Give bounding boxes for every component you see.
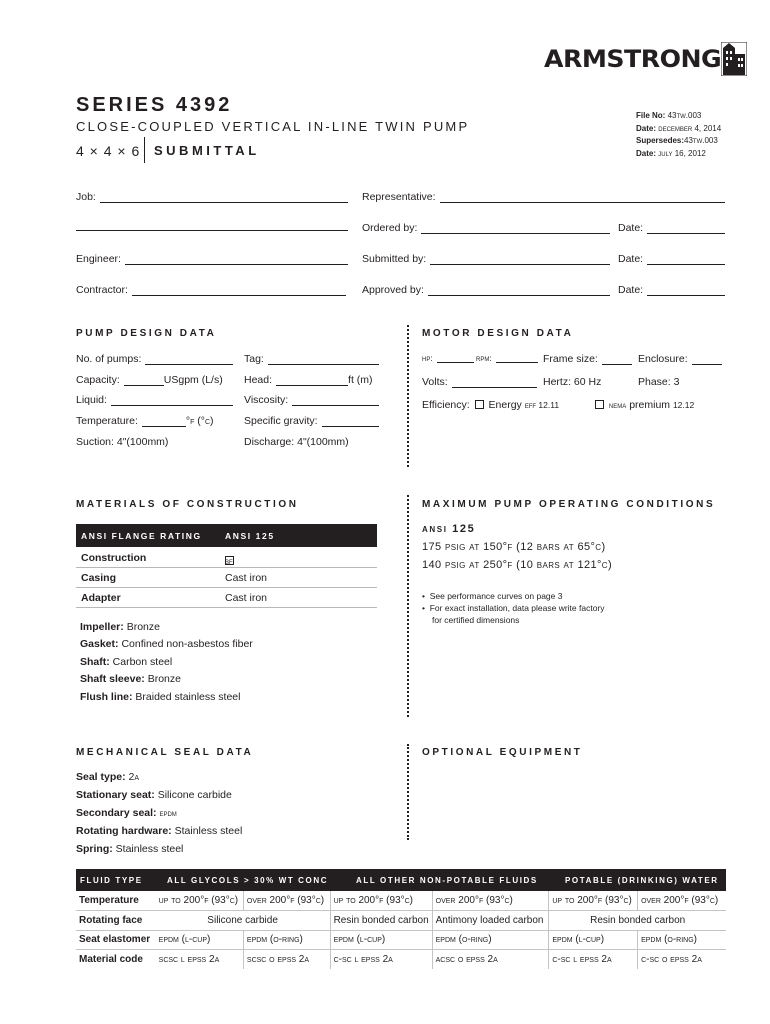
approved-date-field[interactable]: Date:	[618, 284, 725, 296]
armstrong-logo	[544, 42, 747, 76]
brand-name: ARMSTRONG	[544, 45, 722, 73]
pump-dimension: 4 × 4 × 6	[76, 143, 141, 159]
gasket-item: Gasket: Confined non-asbestos fiber	[80, 638, 253, 650]
ansi-rating: ansi 125	[422, 523, 476, 535]
note-item: • See performance curves on page 3	[422, 591, 563, 601]
representative-field[interactable]: Representative:	[362, 191, 725, 203]
nema-checkbox[interactable]	[595, 400, 604, 409]
spring-item: Spring: Stainless steel	[76, 843, 184, 855]
column-divider	[407, 744, 409, 840]
suction-size: Suction: 4"(100mm)	[76, 436, 169, 448]
pump-design-heading: PUMP DESIGN DATA	[76, 328, 217, 339]
secondary-seal-item: Secondary seal: epdm	[76, 807, 177, 819]
contractor-field[interactable]: Contractor:	[76, 284, 346, 296]
viscosity-field[interactable]: Viscosity:	[244, 394, 379, 406]
rotating-hardware-item: Rotating hardware: Stainless steel	[76, 825, 243, 837]
ordered-date-field[interactable]: Date:	[618, 222, 725, 234]
pressure-250: 140 psig at 250°f (10 bars at 121°c)	[422, 559, 613, 571]
motor-design-heading: MOTOR DESIGN DATA	[422, 328, 574, 339]
efficiency-label: Efficiency:	[422, 399, 470, 411]
table-row: Seat elastomer epdm (l-cup) epdm (o-ring) epdm (l-cup) epdm (o-ring) epdm (l-cup) epdm (o-ring)	[76, 930, 726, 950]
supersedes-date: Date: july 16, 2012	[636, 148, 706, 158]
materials-heading: MATERIALS OF CONSTRUCTION	[76, 499, 299, 510]
fluid-table	[76, 891, 726, 969]
efficiency-row: Efficiency: Energy eff 12.11	[422, 399, 560, 411]
seal-type-item: Seal type: 2a	[76, 771, 140, 783]
max-conditions-heading: MAXIMUM PUMP OPERATING CONDITIONS	[422, 499, 716, 510]
impeller-item: Impeller: Bronze	[80, 621, 160, 633]
capacity-field[interactable]: Capacity: USgpm (L/s)	[76, 374, 223, 386]
table-row: Rotating face Silicone carbide Resin bonded carbon Antimony loaded carbon Resin bonded carbon	[76, 911, 726, 931]
pressure-150: 175 psig at 150°f (12 bars at 65°c)	[422, 541, 606, 553]
page-title: SERIES 4392	[76, 94, 233, 116]
adapter-row: Adapter Cast iron	[76, 588, 377, 608]
note-item: • For exact installation, data please write factory	[422, 603, 605, 613]
hertz-value: Hertz: 60 Hz	[543, 376, 602, 388]
approved-by-field[interactable]: Approved by:	[362, 284, 610, 296]
submitted-date-field[interactable]: Date:	[618, 253, 725, 265]
temperature-field[interactable]: Temperature: °f (°c)	[76, 415, 214, 427]
rpm-field[interactable]: rpm:	[476, 353, 538, 363]
flange-rating-header: ANSI FLANGE RATING ANSI 125	[76, 524, 377, 547]
liquid-field[interactable]: Liquid:	[76, 394, 233, 406]
table-row: Material code scsc l epss 2a scsc o epss 2a c-sc l epss 2a acsc o epss 2a c-sc l epss 2a c-sc o epss 2a	[76, 950, 726, 970]
doc-type: SUBMITTAL	[154, 143, 260, 158]
mech-seal-heading: MECHANICAL SEAL DATA	[76, 747, 254, 758]
shaft-sleeve-item: Shaft sleeve: Bronze	[80, 673, 181, 685]
specific-gravity-field[interactable]: Specific gravity:	[244, 415, 379, 427]
ordered-by-field[interactable]: Ordered by:	[362, 222, 610, 234]
title-divider	[144, 137, 145, 163]
flush-line-item: Flush line: Braided stainless steel	[80, 691, 241, 703]
page-subtitle: CLOSE-COUPLED VERTICAL IN-LINE TWIN PUMP	[76, 119, 470, 134]
frame-size-field[interactable]: Frame size:	[543, 353, 632, 365]
blank-field[interactable]	[76, 222, 348, 231]
job-field[interactable]: Job:	[76, 191, 348, 203]
hp-field[interactable]: hp:	[422, 353, 474, 363]
file-no: File No: 43tw.003	[636, 111, 702, 120]
column-divider	[407, 325, 409, 467]
armstrong-building-icon	[721, 42, 747, 76]
head-field[interactable]: Head: ft (m)	[244, 374, 373, 386]
phase-value: Phase: 3	[638, 376, 680, 388]
volts-field[interactable]: Volts:	[422, 376, 537, 388]
supersedes: Supersedes:43tw.003	[636, 136, 718, 145]
casing-row: Casing Cast iron	[76, 568, 377, 588]
enclosure-field[interactable]: Enclosure:	[638, 353, 722, 365]
energy-checkbox[interactable]	[475, 400, 484, 409]
no-of-pumps-field[interactable]: No. of pumps:	[76, 353, 233, 365]
shaft-item: Shaft: Carbon steel	[80, 656, 173, 668]
file-date: Date: december 4, 2014	[636, 123, 722, 133]
fluid-table-header: FLUID TYPE ALL GLYCOLS > 30% WT CONC ALL OTHER NON-POTABLE FLUIDS POTABLE (DRINKING) WATER	[76, 869, 726, 891]
note-item: for certified dimensions	[432, 615, 520, 625]
submitted-by-field[interactable]: Submitted by:	[362, 253, 610, 265]
nema-premium-row: nema premium 12.12	[595, 399, 694, 411]
engineer-field[interactable]: Engineer:	[76, 253, 348, 265]
optional-equipment-heading: OPTIONAL EQUIPMENT	[422, 747, 583, 758]
stationary-seat-item: Stationary seat: Silicone carbide	[76, 789, 232, 801]
file-info	[636, 110, 721, 160]
notes-list	[422, 590, 605, 626]
table-row: Temperature up to 200°f (93°c) over 200°f (93°c) up to 200°f (93°c) over 200°f (93°c) up to 200°f (93°c) over 200°f (93°c)	[76, 891, 726, 911]
construction-row: Construction bf	[76, 548, 377, 568]
column-divider	[407, 495, 409, 717]
tag-field[interactable]: Tag:	[244, 353, 379, 365]
discharge-size: Discharge: 4"(100mm)	[244, 436, 349, 448]
